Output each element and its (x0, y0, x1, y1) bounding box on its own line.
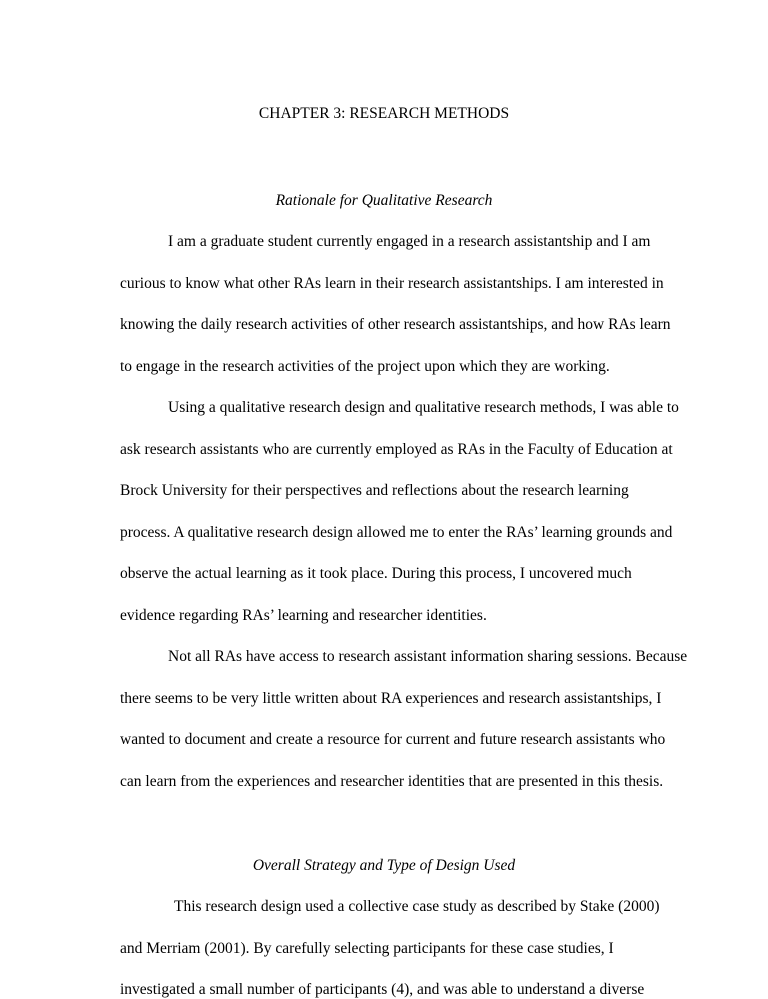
section-heading-strategy: Overall Strategy and Type of Design Used (252, 857, 516, 874)
paragraph-line: to engage in the research activities of the project upon which they are working. (120, 358, 610, 375)
paragraph-line: I am a graduate student currently engaged in a research assistantship and I am (168, 233, 651, 250)
paragraph-line: can learn from the experiences and researcher identities that are presented in this thesis. (120, 773, 664, 790)
paragraph-line: and Merriam (2001). By carefully selecting participants for these case studies, I (120, 940, 614, 957)
paragraph-line: investigated a small number of participants (4), and was able to understand a diverse (120, 981, 645, 998)
chapter-title: CHAPTER 3: RESEARCH METHODS (258, 105, 510, 122)
paragraph-line: Using a qualitative research design and qualitative research methods, I was able to (168, 399, 679, 416)
paragraph-line: Brock University for their perspectives and reflections about the research learning (120, 482, 629, 499)
paragraph-line: curious to know what other RAs learn in their research assistantships. I am interested in (120, 275, 664, 292)
paragraph-line: wanted to document and create a resource for current and future research assistants who (120, 731, 666, 748)
paragraph-line: knowing the daily research activities of other research assistantships, and how RAs learn (120, 316, 671, 333)
paragraph-line: evidence regarding RAs’ learning and researcher identities. (120, 607, 487, 624)
section-heading-rationale: Rationale for Qualitative Research (275, 192, 493, 209)
paragraph-line: ask research assistants who are currently employed as RAs in the Faculty of Education at (120, 441, 673, 458)
paragraph-line: there seems to be very little written about RA experiences and research assistantships, I (120, 690, 662, 707)
paragraph-line: This research design used a collective case study as described by Stake (2000) (174, 898, 660, 915)
paragraph-line: observe the actual learning as it took place. During this process, I uncovered much (120, 565, 632, 582)
paragraph-line: process. A qualitative research design allowed me to enter the RAs’ learning grounds and (120, 524, 673, 541)
paragraph-line: Not all RAs have access to research assistant information sharing sessions. Because (168, 648, 688, 665)
